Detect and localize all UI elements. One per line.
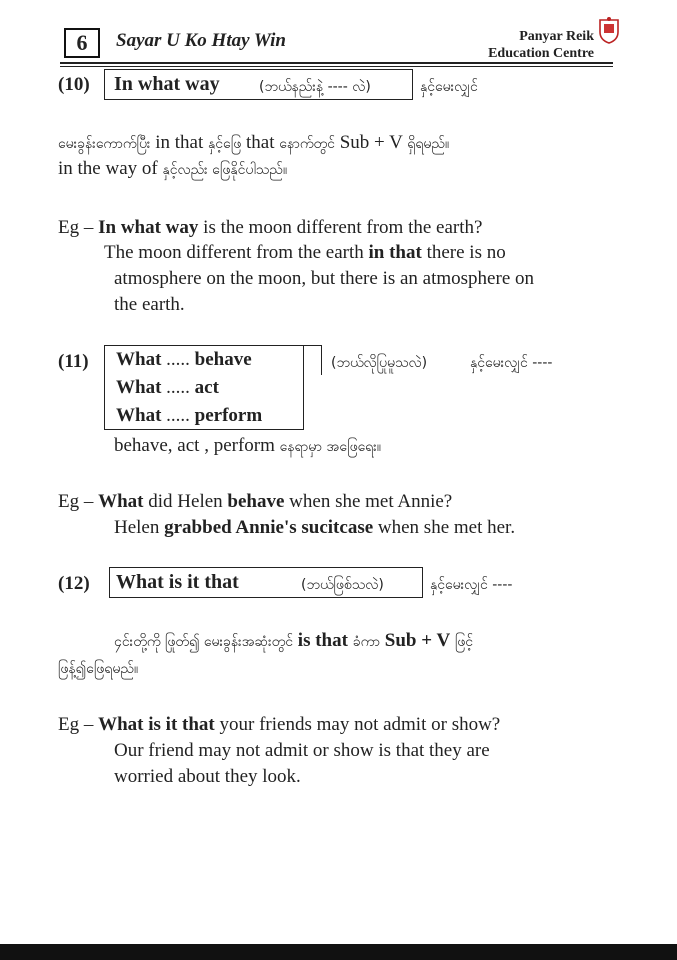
section-12-example-answer-1: Our friend may not admit or show is that they are — [114, 740, 490, 761]
section-10-phrase: In what way — [114, 73, 220, 95]
section-11-row-1: What ..... behave — [116, 349, 252, 370]
section-11-row-3: What ..... perform — [116, 405, 263, 426]
section-11-after-my: နှင့်မေးလျှင် ---- — [470, 355, 553, 371]
author-name: Sayar U Ko Htay Win — [116, 30, 286, 51]
section-10-example-answer-1: The moon different from the earth in that there is no — [104, 242, 506, 263]
section-10-example-question: Eg – In what way is the moon different from the earth? — [58, 217, 483, 238]
section-12-heading: (12) — [58, 573, 90, 594]
page-header — [60, 14, 620, 62]
section-11-example-question: Eg – What did Helen behave when she met Annie? — [58, 491, 453, 512]
section-10-example-answer-3: the earth. — [114, 294, 185, 315]
section-12-box-my: (ဘယ်ဖြစ်သလဲ) — [301, 577, 384, 593]
section-12-example-question: Eg – What is it that your friends may not admit or show? — [58, 714, 501, 735]
section-12-example-answer-2: worried about they look. — [114, 766, 301, 787]
section-12-para-2: ဖြန့်၍ဖြေရမည်။ — [58, 661, 139, 677]
section-11-row-2: What ..... act — [116, 377, 219, 398]
section-12-para-1: ၄င်းတို့ကို ဖြုတ်၍ မေးခွန်းအဆုံးတွင် is that ခံကာ Sub + V ဖြင့် — [114, 630, 474, 651]
section-12-after-my: နှင့်မေးလျှင် ---- — [430, 577, 513, 593]
bottom-edge-bar — [0, 944, 677, 960]
section-11-box-tab — [304, 345, 322, 375]
brand-name: Panyar Reik Education Centre — [488, 29, 594, 61]
section-11-note: behave, act , perform နေရာမှာ အဖြေရေး။ — [114, 435, 381, 456]
section-11-example-answer: Helen grabbed Annie's sucitcase when she met her. — [114, 517, 516, 538]
section-10-para-1: မေးခွန်းကောက်ပြီး in that နှင့်ဖြေ that နောက်တွင် Sub + V ရှိရမည်။ — [58, 132, 450, 153]
section-11-heading: (11) — [58, 351, 89, 372]
section-10-box-my: (ဘယ်နည်းနဲ့ ---- လဲ) — [259, 79, 371, 95]
section-10-para-2: in the way of နှင့်လည်း ဖြေနိုင်ပါသည်။ — [58, 158, 288, 179]
section-10-heading: (10) — [58, 74, 90, 95]
section-11-box-my: (ဘယ်လိုပြုမူသလဲ) — [331, 355, 428, 371]
section-12-phrase: What is it that — [116, 571, 239, 593]
section-10-example-answer-2: atmosphere on the moon, but there is an atmosphere on — [114, 268, 535, 289]
section-10-after-my: နှင့်မေးလျှင် — [420, 79, 478, 95]
header-rule — [60, 62, 613, 64]
crest-logo-icon — [598, 16, 620, 44]
header-rule-thin — [60, 66, 613, 67]
page-number: 6 — [64, 28, 100, 58]
